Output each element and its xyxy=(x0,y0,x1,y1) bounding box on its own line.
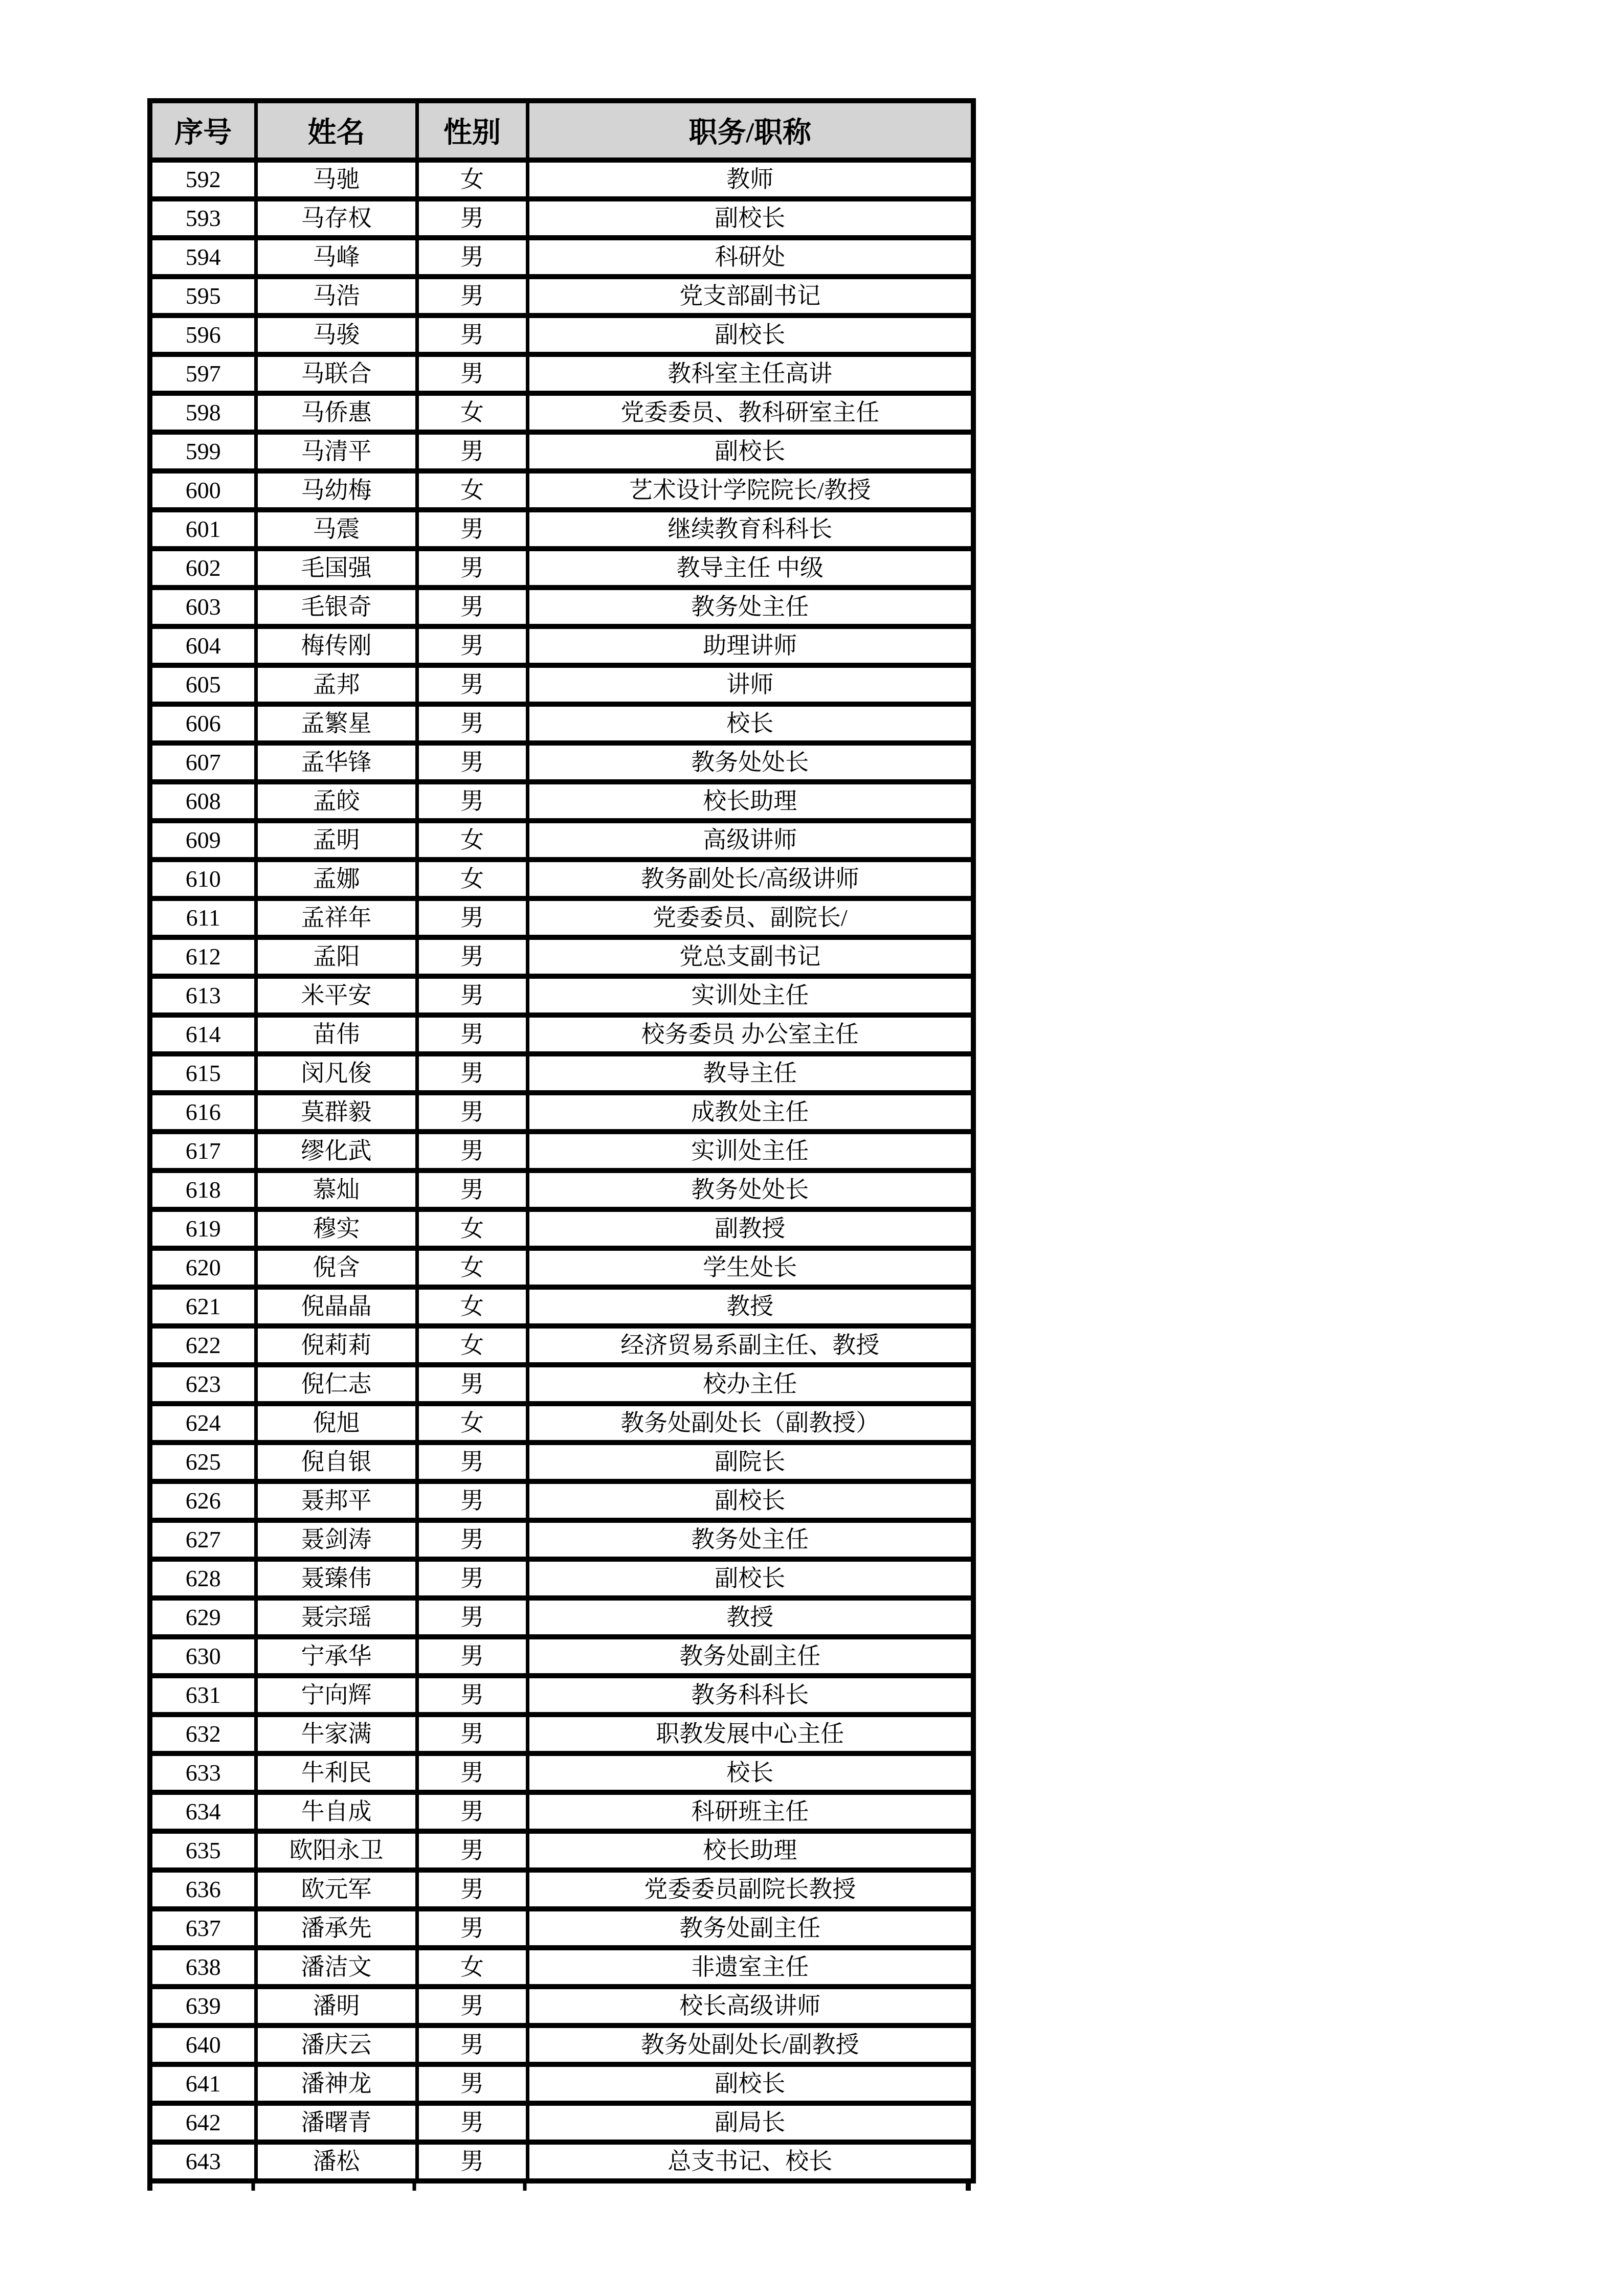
cell-gender: 男 xyxy=(417,238,527,277)
cell-title: 教务科科长 xyxy=(527,1676,973,1715)
table-row xyxy=(150,1365,973,1404)
personnel-table xyxy=(147,98,976,2184)
table-row xyxy=(150,1404,973,1443)
table-row xyxy=(150,160,973,199)
cell-name: 牛家满 xyxy=(256,1715,417,1753)
table-row xyxy=(150,704,973,743)
table-row xyxy=(150,2103,973,2142)
stub-line xyxy=(252,2184,255,2191)
cell-gender: 男 xyxy=(417,277,527,316)
table-row xyxy=(150,238,973,277)
cell-title: 教导主任 xyxy=(527,1054,973,1093)
cell-title: 党支部副书记 xyxy=(527,277,973,316)
cell-gender: 男 xyxy=(417,937,527,976)
cell-title: 教务处处长 xyxy=(527,743,973,782)
cell-no: 622 xyxy=(150,1326,256,1365)
table-row xyxy=(150,1831,973,1870)
cell-gender: 女 xyxy=(417,821,527,860)
cell-title: 党委委员、副院长/ xyxy=(527,898,973,937)
cell-no: 634 xyxy=(150,1792,256,1831)
table-row xyxy=(150,1287,973,1326)
cell-title: 实训处主任 xyxy=(527,976,973,1015)
cell-name: 马清平 xyxy=(256,432,417,471)
cell-no: 623 xyxy=(150,1365,256,1404)
cell-no: 612 xyxy=(150,937,256,976)
cell-name: 孟明 xyxy=(256,821,417,860)
cell-gender: 男 xyxy=(417,1365,527,1404)
cell-gender: 男 xyxy=(417,1637,527,1676)
cell-gender: 男 xyxy=(417,782,527,821)
cell-no: 618 xyxy=(150,1170,256,1209)
cell-title: 助理讲师 xyxy=(527,626,973,665)
cell-gender: 男 xyxy=(417,665,527,704)
cell-title: 非遗室主任 xyxy=(527,1948,973,1987)
table-row xyxy=(150,2064,973,2103)
cell-name: 聂剑涛 xyxy=(256,1520,417,1559)
cell-name: 宁向辉 xyxy=(256,1676,417,1715)
cell-title: 职教发展中心主任 xyxy=(527,1715,973,1753)
table-row xyxy=(150,1676,973,1715)
cell-name: 倪莉莉 xyxy=(256,1326,417,1365)
cell-gender: 男 xyxy=(417,1909,527,1948)
cell-title: 教师 xyxy=(527,160,973,199)
cell-no: 597 xyxy=(150,354,256,393)
table-row xyxy=(150,316,973,354)
cell-name: 马峰 xyxy=(256,238,417,277)
cell-title: 校长 xyxy=(527,704,973,743)
cell-gender: 男 xyxy=(417,626,527,665)
cell-gender: 男 xyxy=(417,1715,527,1753)
cell-no: 625 xyxy=(150,1443,256,1481)
cell-name: 马骏 xyxy=(256,316,417,354)
cell-name: 马浩 xyxy=(256,277,417,316)
cell-gender: 男 xyxy=(417,1443,527,1481)
table-row xyxy=(150,471,973,510)
cell-gender: 男 xyxy=(417,898,527,937)
cell-gender: 男 xyxy=(417,1792,527,1831)
cell-name: 孟阳 xyxy=(256,937,417,976)
cell-gender: 男 xyxy=(417,1015,527,1054)
cell-no: 631 xyxy=(150,1676,256,1715)
col-header-no: 序号 xyxy=(150,101,256,160)
table-row xyxy=(150,432,973,471)
cell-title: 副校长 xyxy=(527,2064,973,2103)
table-row xyxy=(150,1326,973,1365)
cell-title: 科研班主任 xyxy=(527,1792,973,1831)
cell-no: 638 xyxy=(150,1948,256,1987)
cell-name: 牛利民 xyxy=(256,1753,417,1792)
table-row xyxy=(150,976,973,1015)
table-row xyxy=(150,1170,973,1209)
cell-gender: 男 xyxy=(417,1870,527,1909)
table-row xyxy=(150,1637,973,1676)
table-row xyxy=(150,1987,973,2025)
cell-name: 孟祥年 xyxy=(256,898,417,937)
cell-no: 628 xyxy=(150,1559,256,1598)
cell-name: 苗伟 xyxy=(256,1015,417,1054)
cell-title: 副校长 xyxy=(527,1559,973,1598)
cell-gender: 男 xyxy=(417,2142,527,2181)
cell-title: 教务处副主任 xyxy=(527,1637,973,1676)
cell-gender: 男 xyxy=(417,1676,527,1715)
cell-title: 教务处处长 xyxy=(527,1170,973,1209)
cell-name: 孟娜 xyxy=(256,860,417,898)
cell-gender: 女 xyxy=(417,160,527,199)
cell-title: 教务副处长/高级讲师 xyxy=(527,860,973,898)
cell-title: 副校长 xyxy=(527,1481,973,1520)
cell-no: 596 xyxy=(150,316,256,354)
cell-name: 马幼梅 xyxy=(256,471,417,510)
cell-gender: 男 xyxy=(417,432,527,471)
table-body xyxy=(150,160,973,2181)
cell-no: 611 xyxy=(150,898,256,937)
cell-name: 孟邦 xyxy=(256,665,417,704)
table-row xyxy=(150,1093,973,1132)
stub-line xyxy=(966,2184,971,2191)
cell-gender: 男 xyxy=(417,1559,527,1598)
cell-gender: 男 xyxy=(417,2103,527,2142)
table-row xyxy=(150,588,973,626)
cell-gender: 男 xyxy=(417,976,527,1015)
cell-no: 603 xyxy=(150,588,256,626)
cell-no: 643 xyxy=(150,2142,256,2181)
cell-no: 619 xyxy=(150,1209,256,1248)
cell-name: 倪含 xyxy=(256,1248,417,1287)
table-row xyxy=(150,1715,973,1753)
cell-gender: 男 xyxy=(417,1753,527,1792)
cell-name: 马存权 xyxy=(256,199,417,238)
cell-no: 635 xyxy=(150,1831,256,1870)
table-row xyxy=(150,1520,973,1559)
cell-no: 641 xyxy=(150,2064,256,2103)
cell-gender: 男 xyxy=(417,199,527,238)
cell-name: 欧阳永卫 xyxy=(256,1831,417,1870)
cell-name: 欧元军 xyxy=(256,1870,417,1909)
cell-gender: 男 xyxy=(417,2064,527,2103)
cell-name: 孟繁星 xyxy=(256,704,417,743)
table-row xyxy=(150,1948,973,1987)
cell-title: 总支书记、校长 xyxy=(527,2142,973,2181)
table-row xyxy=(150,1015,973,1054)
cell-name: 孟皎 xyxy=(256,782,417,821)
table-row xyxy=(150,277,973,316)
cell-no: 604 xyxy=(150,626,256,665)
cell-title: 校办主任 xyxy=(527,1365,973,1404)
cell-no: 630 xyxy=(150,1637,256,1676)
cell-no: 602 xyxy=(150,549,256,588)
cell-gender: 男 xyxy=(417,588,527,626)
table-row xyxy=(150,1870,973,1909)
cell-name: 毛国强 xyxy=(256,549,417,588)
table-row xyxy=(150,354,973,393)
cell-name: 马驰 xyxy=(256,160,417,199)
cell-gender: 女 xyxy=(417,1209,527,1248)
cell-name: 慕灿 xyxy=(256,1170,417,1209)
table-row xyxy=(150,937,973,976)
cell-no: 606 xyxy=(150,704,256,743)
cell-name: 倪晶晶 xyxy=(256,1287,417,1326)
cell-name: 马侨惠 xyxy=(256,393,417,432)
cell-no: 640 xyxy=(150,2025,256,2064)
table-row xyxy=(150,1598,973,1637)
table-row xyxy=(150,1909,973,1948)
cell-title: 经济贸易系副主任、教授 xyxy=(527,1326,973,1365)
cell-gender: 女 xyxy=(417,1287,527,1326)
cell-name: 倪仁志 xyxy=(256,1365,417,1404)
col-header-name: 姓名 xyxy=(256,101,417,160)
next-row-border-stubs xyxy=(147,2184,971,2192)
cell-gender: 女 xyxy=(417,471,527,510)
cell-title: 教务处副主任 xyxy=(527,1909,973,1948)
table-row xyxy=(150,665,973,704)
cell-gender: 男 xyxy=(417,1054,527,1093)
cell-gender: 男 xyxy=(417,549,527,588)
table-row xyxy=(150,2142,973,2181)
cell-name: 聂臻伟 xyxy=(256,1559,417,1598)
cell-title: 校长高级讲师 xyxy=(527,1987,973,2025)
cell-title: 副校长 xyxy=(527,432,973,471)
stub-line xyxy=(147,2184,152,2191)
table-row xyxy=(150,1209,973,1248)
cell-no: 595 xyxy=(150,277,256,316)
cell-gender: 男 xyxy=(417,354,527,393)
table-row xyxy=(150,549,973,588)
cell-no: 629 xyxy=(150,1598,256,1637)
cell-no: 633 xyxy=(150,1753,256,1792)
cell-no: 621 xyxy=(150,1287,256,1326)
cell-no: 626 xyxy=(150,1481,256,1520)
cell-name: 潘庆云 xyxy=(256,2025,417,2064)
cell-name: 穆实 xyxy=(256,1209,417,1248)
cell-no: 617 xyxy=(150,1132,256,1170)
cell-title: 校长 xyxy=(527,1753,973,1792)
cell-gender: 男 xyxy=(417,1831,527,1870)
cell-title: 校务委员 办公室主任 xyxy=(527,1015,973,1054)
table-row xyxy=(150,199,973,238)
cell-name: 聂宗瑶 xyxy=(256,1598,417,1637)
cell-title: 教科室主任高讲 xyxy=(527,354,973,393)
cell-title: 教授 xyxy=(527,1598,973,1637)
cell-title: 讲师 xyxy=(527,665,973,704)
cell-no: 636 xyxy=(150,1870,256,1909)
cell-no: 599 xyxy=(150,432,256,471)
cell-title: 校长助理 xyxy=(527,782,973,821)
cell-gender: 男 xyxy=(417,1132,527,1170)
cell-gender: 男 xyxy=(417,704,527,743)
cell-name: 聂邦平 xyxy=(256,1481,417,1520)
cell-no: 609 xyxy=(150,821,256,860)
cell-title: 艺术设计学院院长/教授 xyxy=(527,471,973,510)
cell-no: 639 xyxy=(150,1987,256,2025)
cell-no: 627 xyxy=(150,1520,256,1559)
cell-name: 马联合 xyxy=(256,354,417,393)
cell-name: 倪旭 xyxy=(256,1404,417,1443)
cell-name: 牛自成 xyxy=(256,1792,417,1831)
cell-no: 624 xyxy=(150,1404,256,1443)
cell-title: 副局长 xyxy=(527,2103,973,2142)
cell-name: 宁承华 xyxy=(256,1637,417,1676)
cell-gender: 男 xyxy=(417,743,527,782)
cell-title: 高级讲师 xyxy=(527,821,973,860)
cell-name: 潘松 xyxy=(256,2142,417,2181)
table-row xyxy=(150,1559,973,1598)
cell-name: 毛银奇 xyxy=(256,588,417,626)
cell-title: 副校长 xyxy=(527,316,973,354)
table-row xyxy=(150,1132,973,1170)
cell-no: 601 xyxy=(150,510,256,549)
cell-title: 党委委员、教科研室主任 xyxy=(527,393,973,432)
stub-line xyxy=(413,2184,416,2191)
cell-no: 608 xyxy=(150,782,256,821)
table-row xyxy=(150,1481,973,1520)
cell-gender: 女 xyxy=(417,393,527,432)
table-row xyxy=(150,1054,973,1093)
cell-name: 倪自银 xyxy=(256,1443,417,1481)
cell-title: 科研处 xyxy=(527,238,973,277)
cell-no: 642 xyxy=(150,2103,256,2142)
cell-no: 620 xyxy=(150,1248,256,1287)
cell-name: 闵凡俊 xyxy=(256,1054,417,1093)
table-row xyxy=(150,821,973,860)
col-header-gender: 性别 xyxy=(417,101,527,160)
cell-no: 616 xyxy=(150,1093,256,1132)
stub-line xyxy=(523,2184,527,2191)
table-row xyxy=(150,1248,973,1287)
cell-title: 副教授 xyxy=(527,1209,973,1248)
table-row xyxy=(150,1792,973,1831)
cell-title: 成教处主任 xyxy=(527,1093,973,1132)
cell-no: 605 xyxy=(150,665,256,704)
table-header-row xyxy=(150,101,973,160)
cell-no: 615 xyxy=(150,1054,256,1093)
cell-no: 594 xyxy=(150,238,256,277)
cell-no: 607 xyxy=(150,743,256,782)
cell-title: 教务处主任 xyxy=(527,1520,973,1559)
cell-title: 党委委员副院长教授 xyxy=(527,1870,973,1909)
cell-no: 614 xyxy=(150,1015,256,1054)
cell-title: 教务处主任 xyxy=(527,588,973,626)
cell-name: 潘曙青 xyxy=(256,2103,417,2142)
cell-name: 缪化武 xyxy=(256,1132,417,1170)
cell-name: 潘洁文 xyxy=(256,1948,417,1987)
cell-title: 教导主任 中级 xyxy=(527,549,973,588)
table-row xyxy=(150,1753,973,1792)
cell-title: 教授 xyxy=(527,1287,973,1326)
cell-no: 593 xyxy=(150,199,256,238)
cell-title: 教务处副处长（副教授） xyxy=(527,1404,973,1443)
cell-title: 副院长 xyxy=(527,1443,973,1481)
table-row xyxy=(150,1443,973,1481)
table-row xyxy=(150,2025,973,2064)
cell-title: 校长助理 xyxy=(527,1831,973,1870)
cell-gender: 女 xyxy=(417,1948,527,1987)
cell-name: 潘承先 xyxy=(256,1909,417,1948)
cell-name: 潘神龙 xyxy=(256,2064,417,2103)
cell-title: 实训处主任 xyxy=(527,1132,973,1170)
cell-gender: 男 xyxy=(417,1520,527,1559)
cell-no: 610 xyxy=(150,860,256,898)
cell-gender: 男 xyxy=(417,1598,527,1637)
cell-no: 637 xyxy=(150,1909,256,1948)
cell-gender: 女 xyxy=(417,1404,527,1443)
col-header-title: 职务/职称 xyxy=(527,101,973,160)
cell-no: 592 xyxy=(150,160,256,199)
cell-gender: 男 xyxy=(417,1987,527,2025)
cell-no: 632 xyxy=(150,1715,256,1753)
cell-title: 继续教育科科长 xyxy=(527,510,973,549)
cell-name: 米平安 xyxy=(256,976,417,1015)
table-row xyxy=(150,782,973,821)
cell-name: 马震 xyxy=(256,510,417,549)
cell-gender: 男 xyxy=(417,510,527,549)
cell-title: 教务处副处长/副教授 xyxy=(527,2025,973,2064)
cell-name: 莫群毅 xyxy=(256,1093,417,1132)
table-row xyxy=(150,898,973,937)
cell-title: 副校长 xyxy=(527,199,973,238)
cell-name: 潘明 xyxy=(256,1987,417,2025)
cell-title: 党总支副书记 xyxy=(527,937,973,976)
cell-gender: 女 xyxy=(417,1248,527,1287)
table-row xyxy=(150,510,973,549)
cell-title: 学生处长 xyxy=(527,1248,973,1287)
table-row xyxy=(150,743,973,782)
cell-gender: 男 xyxy=(417,316,527,354)
cell-gender: 男 xyxy=(417,1170,527,1209)
cell-gender: 男 xyxy=(417,1093,527,1132)
cell-no: 598 xyxy=(150,393,256,432)
cell-no: 613 xyxy=(150,976,256,1015)
table-row xyxy=(150,626,973,665)
cell-gender: 男 xyxy=(417,1481,527,1520)
cell-gender: 男 xyxy=(417,2025,527,2064)
cell-gender: 女 xyxy=(417,860,527,898)
cell-name: 孟华锋 xyxy=(256,743,417,782)
cell-gender: 女 xyxy=(417,1326,527,1365)
table-row xyxy=(150,393,973,432)
table-container xyxy=(147,98,971,2192)
cell-name: 梅传刚 xyxy=(256,626,417,665)
cell-no: 600 xyxy=(150,471,256,510)
table-row xyxy=(150,860,973,898)
